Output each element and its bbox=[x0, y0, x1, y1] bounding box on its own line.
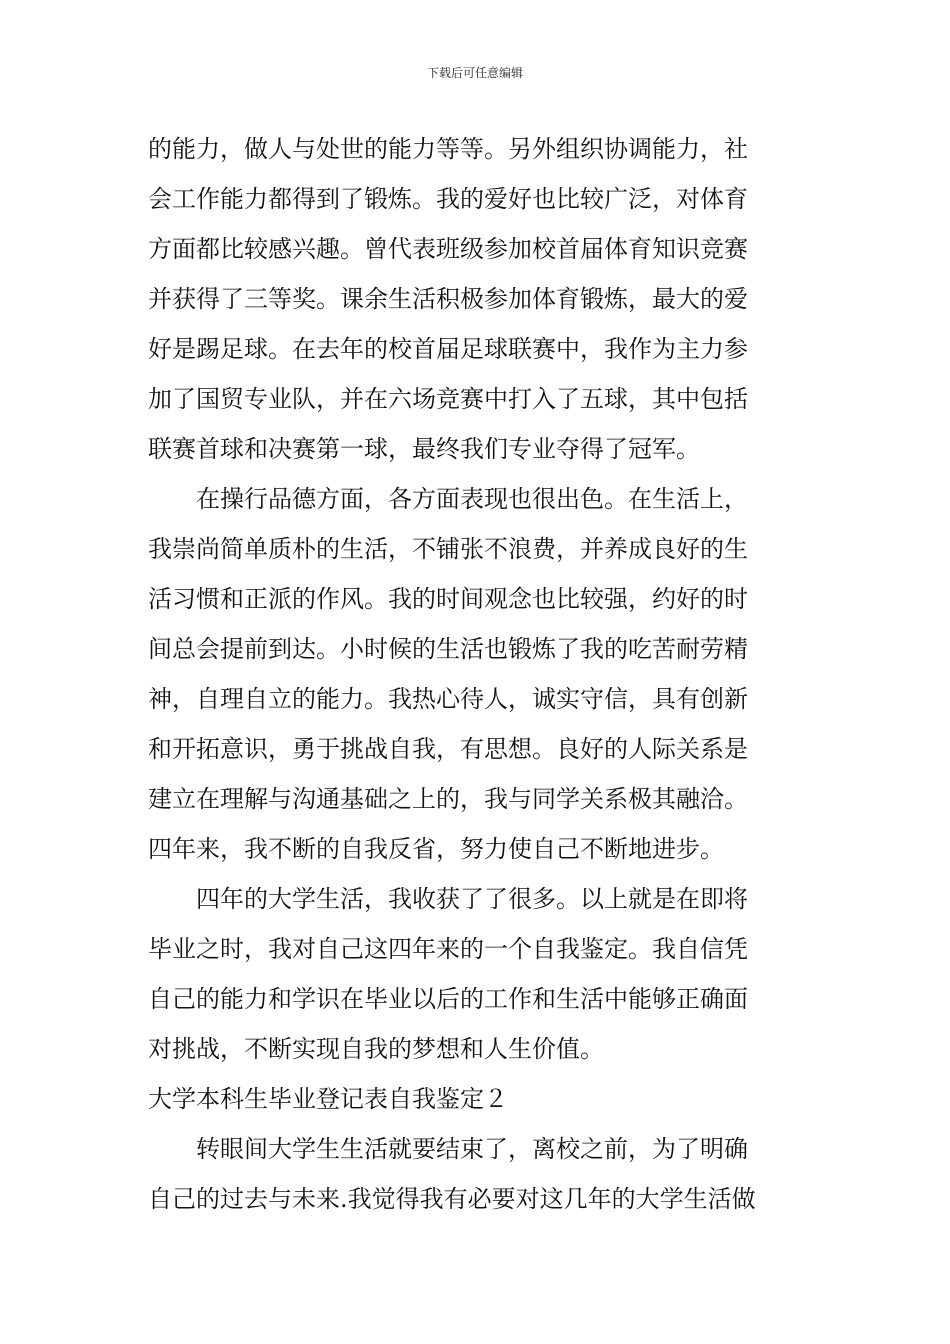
text-line: 建立在理解与沟通基础之上的，我与同学关系极其融洽。 bbox=[148, 785, 748, 813]
text-line: 我崇尚简单质朴的生活，不铺张不浪费，并养成良好的生 bbox=[148, 535, 748, 563]
text-line: 并获得了三等奖。课余生活积极参加体育锻炼，最大的爱 bbox=[148, 285, 748, 313]
section-heading: 大学本科生毕业登记表自我鉴定２ bbox=[148, 1085, 508, 1113]
paragraph-start-line: 转眼间大学生生活就要结束了，离校之前，为了明确 bbox=[196, 1135, 748, 1163]
text-line: 自己的过去与未来.我觉得我有必要对这几年的大学生活做 bbox=[148, 1185, 756, 1213]
text-line: 四年来，我不断的自我反省，努力使自己不断地进步。 bbox=[148, 835, 724, 863]
text-line: 方面都比较感兴趣。曾代表班级参加校首届体育知识竞赛 bbox=[148, 235, 748, 263]
text-line: 毕业之时，我对自己这四年来的一个自我鉴定。我自信凭 bbox=[148, 935, 748, 963]
text-line: 加了国贸专业队，并在六场竞赛中打入了五球，其中包括 bbox=[148, 385, 748, 413]
text-line: 间总会提前到达。小时候的生活也锻炼了我的吃苦耐劳精 bbox=[148, 635, 748, 663]
text-line: 会工作能力都得到了锻炼。我的爱好也比较广泛，对体育 bbox=[148, 185, 748, 213]
document-body bbox=[148, 124, 808, 1224]
text-line: 对挑战，不断实现自我的梦想和人生价值。 bbox=[148, 1035, 604, 1063]
paragraph-start-line: 四年的大学生活，我收获了了很多。以上就是在即将 bbox=[196, 885, 748, 913]
page-header: 下载后可任意编辑 bbox=[426, 66, 523, 80]
text-line: 好是踢足球。在去年的校首届足球联赛中，我作为主力参 bbox=[148, 335, 748, 363]
text-line: 自己的能力和学识在毕业以后的工作和生活中能够正确面 bbox=[148, 985, 748, 1013]
paragraph-start-line: 在操行品德方面，各方面表现也很出色。在生活上， bbox=[196, 485, 748, 513]
text-line: 活习惯和正派的作风。我的时间观念也比较强，约好的时 bbox=[148, 585, 748, 613]
text-line: 和开拓意识，勇于挑战自我，有思想。良好的人际关系是 bbox=[148, 735, 748, 763]
text-line: 联赛首球和决赛第一球，最终我们专业夺得了冠军。 bbox=[148, 435, 700, 463]
text-line: 的能力，做人与处世的能力等等。另外组织协调能力，社 bbox=[148, 135, 748, 163]
text-line: 神，自理自立的能力。我热心待人，诚实守信，具有创新 bbox=[148, 685, 748, 713]
